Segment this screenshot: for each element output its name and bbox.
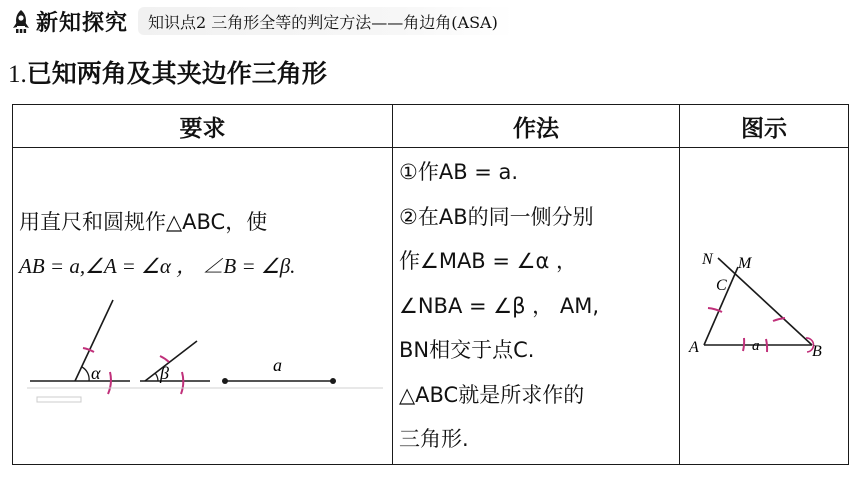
construction-table: [12, 104, 849, 465]
rocket-icon: [10, 8, 32, 34]
table-header-row: [13, 105, 849, 148]
method-step: △ABC就是所求作的: [399, 382, 585, 407]
label-m: M: [738, 255, 752, 272]
label-c: C: [716, 277, 727, 294]
requirement-cell: [13, 148, 393, 465]
header-figure: 图示: [680, 105, 849, 148]
method-cell: [393, 148, 680, 465]
page-heading: [8, 54, 327, 90]
section-header: [10, 4, 514, 38]
header-requirement: 要求: [13, 105, 393, 148]
table-row: [13, 148, 849, 465]
requirement-condition: AB = a,∠A = ∠α ， ∠B = ∠β.: [19, 254, 296, 278]
method-step: 作∠MAB = ∠α ，: [399, 249, 578, 273]
alpha-label: α: [91, 363, 101, 383]
method-step: ∠NBA = ∠β ， AM,: [399, 293, 599, 318]
requirement-line: 用直尺和圆规作△ABC，使: [19, 210, 268, 234]
heading-text: 已知两角及其夹边作三角形: [26, 59, 327, 88]
label-side-a: a: [752, 338, 760, 354]
label-a: A: [689, 339, 699, 356]
figure-cell: [680, 148, 849, 465]
requirement-text: [19, 200, 295, 288]
topic-tag: 知识点2 三角形全等的判定方法——角边角(ASA): [138, 7, 514, 35]
section-title: 新知探究: [36, 9, 129, 36]
triangle-figure: [686, 240, 836, 370]
label-n: N: [702, 251, 713, 268]
beta-label: β: [160, 363, 169, 383]
method-step: 三角形.: [399, 427, 469, 451]
given-angles-figure: [25, 298, 385, 408]
heading-number: 1.: [8, 61, 27, 88]
method-steps: [399, 150, 599, 462]
header-method: 作法: [393, 105, 680, 148]
method-step: BN相交于点C.: [399, 338, 535, 362]
method-step: ①作AB = a.: [399, 160, 519, 184]
label-b: B: [812, 343, 822, 360]
method-step: ②在AB的同一侧分别: [399, 204, 594, 229]
segment-a-label: a: [273, 355, 282, 375]
